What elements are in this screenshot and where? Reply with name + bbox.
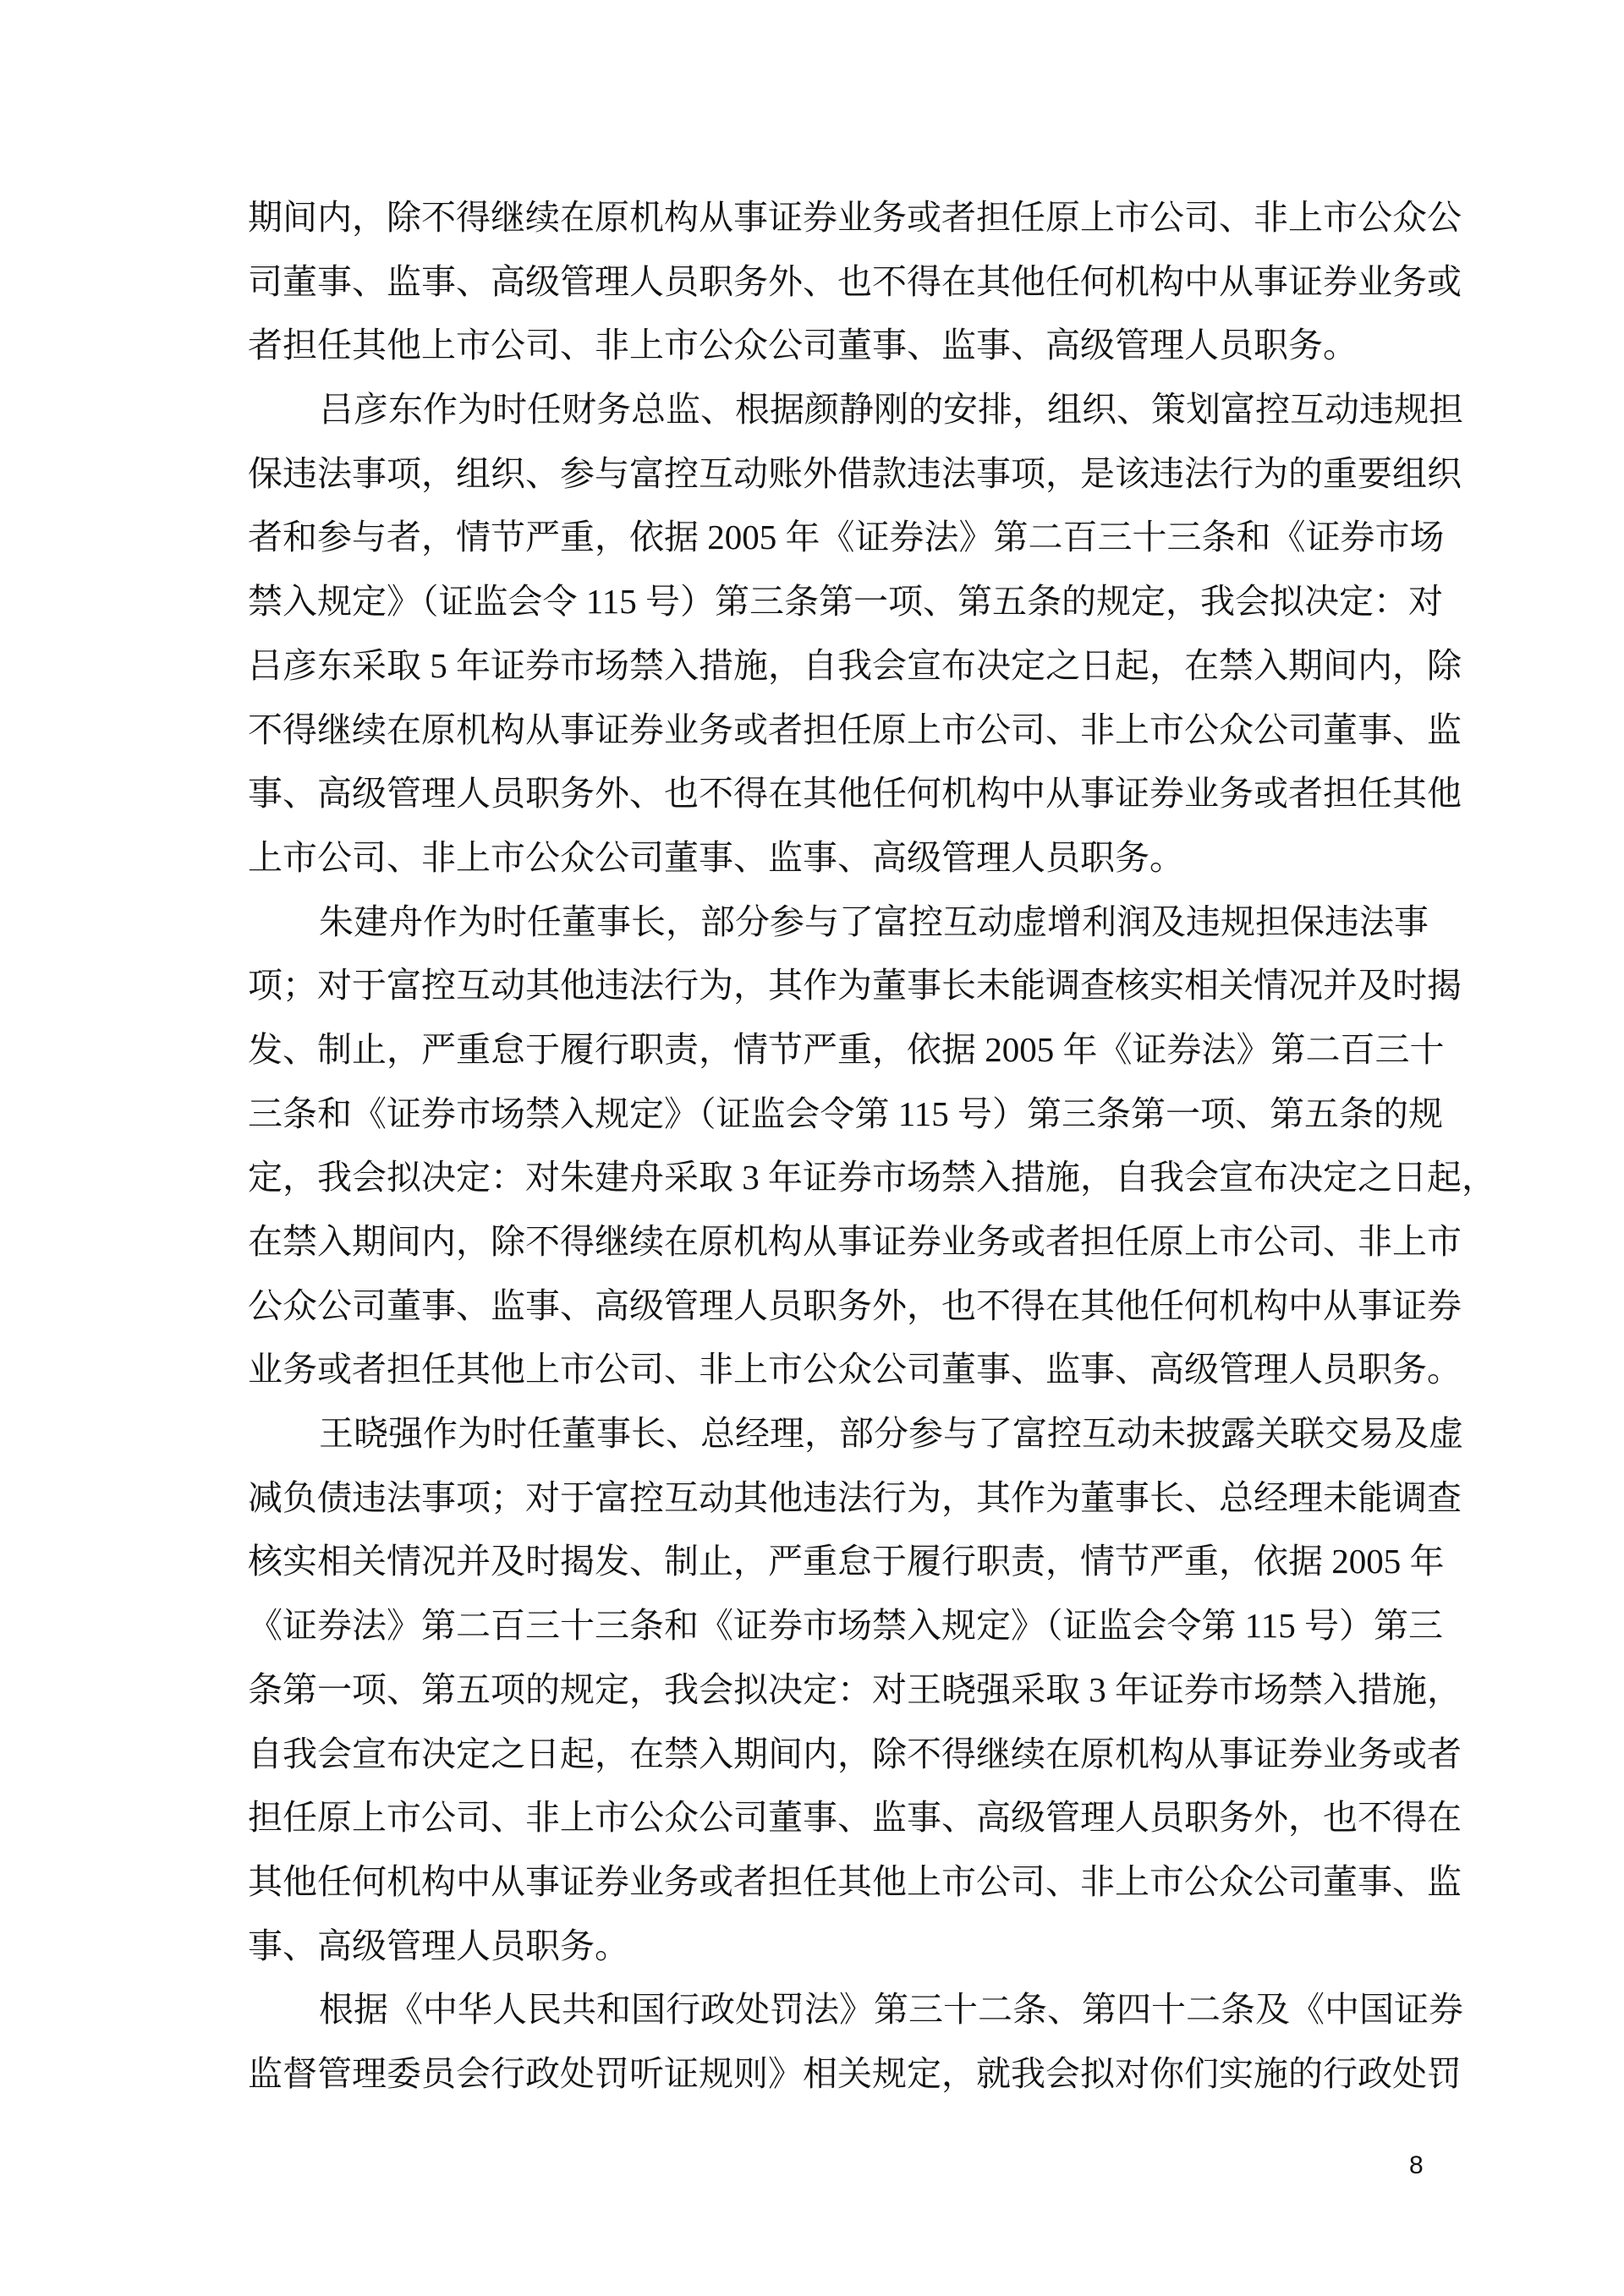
text-line: 吕彦东采取 5 年证券市场禁入措施，自我会宣布决定之日起，在禁入期间内，除 xyxy=(248,645,1462,685)
text-line: 根据《中华人民共和国行政处罚法》第三十二条、第四十二条及《中国证券 xyxy=(319,1990,1463,2030)
text-line: 者和参与者，情节严重，依据 2005 年《证券法》第二百三十三条和《证券市场 xyxy=(248,518,1445,557)
text-line: 自我会宣布决定之日起，在禁入期间内，除不得继续在原机构从事证券业务或者 xyxy=(248,1734,1462,1773)
text-line: 公众公司董事、监事、高级管理人员职务外，也不得在其他任何机构中从事证券 xyxy=(248,1285,1462,1325)
text-line: 事、高级管理人员职务外、也不得在其他任何机构中从事证券业务或者担任其他 xyxy=(248,774,1462,814)
text-line: 王晓强作为时任董事长、总经理，部分参与了富控互动未披露关联交易及虚 xyxy=(319,1414,1463,1454)
text-line: 司董事、监事、高级管理人员职务外、也不得在其他任何机构中从事证券业务或 xyxy=(248,261,1462,301)
text-line: 期间内，除不得继续在原机构从事证券业务或者担任原上市公司、非上市公众公 xyxy=(248,198,1462,237)
page-number: 8 xyxy=(1409,2151,1424,2179)
paragraph xyxy=(248,186,1462,378)
text-line: 吕彦东作为时任财务总监、根据颜静刚的安排，组织、策划富控互动违规担 xyxy=(319,390,1463,430)
text-line: 条第一项、第五项的规定，我会拟决定：对王晓强采取 3 年证券市场禁入措施， xyxy=(248,1669,1462,1709)
text-line: 减负债违法事项；对于富控互动其他违法行为，其作为董事长、总经理未能调查 xyxy=(248,1477,1462,1517)
text-line: 《证券法》第二百三十三条和《证券市场禁入规定》（证监会令第 115 号）第三 xyxy=(248,1606,1443,1646)
text-line: 担任原上市公司、非上市公众公司董事、监事、高级管理人员职务外，也不得在 xyxy=(248,1798,1462,1838)
text-line: 事、高级管理人员职务。 xyxy=(248,1926,629,1965)
text-line: 业务或者担任其他上市公司、非上市公众公司董事、监事、高级管理人员职务。 xyxy=(248,1350,1462,1389)
text-line: 者担任其他上市公司、非上市公众公司董事、监事、高级管理人员职务。 xyxy=(248,326,1358,365)
text-line: 上市公司、非上市公众公司董事、监事、高级管理人员职务。 xyxy=(248,837,1184,877)
text-line: 监督管理委员会行政处罚听证规则》相关规定，就我会拟对你们实施的行政处罚 xyxy=(248,2053,1462,2093)
text-line: 定，我会拟决定：对朱建舟采取 3 年证券市场禁入措施，自我会宣布决定之日起， xyxy=(248,1158,1496,1197)
text-line: 核实相关情况并及时揭发、制止，严重怠于履行职责，情节严重，依据 2005 年 xyxy=(248,1542,1445,1581)
text-line: 保违法事项，组织、参与富控互动账外借款违法事项，是该违法行为的重要组织 xyxy=(248,453,1462,493)
text-line: 其他任何机构中从事证券业务或者担任其他上市公司、非上市公众公司董事、监 xyxy=(248,1861,1462,1901)
text-line: 朱建舟作为时任董事长，部分参与了富控互动虚增利润及违规担保违法事 xyxy=(319,901,1429,941)
paragraph xyxy=(248,1978,1463,2106)
paragraph xyxy=(248,378,1463,890)
text-line: 三条和《证券市场禁入规定》（证监会令第 115 号）第三条第一项、第五条的规 xyxy=(248,1093,1443,1133)
text-line: 项；对于富控互动其他违法行为，其作为董事长未能调查核实相关情况并及时揭 xyxy=(248,966,1462,1006)
text-line: 发、制止，严重怠于履行职责，情节严重，依据 2005 年《证券法》第二百三十 xyxy=(248,1029,1445,1069)
text-line: 不得继续在原机构从事证券业务或者担任原上市公司、非上市公众公司董事、监 xyxy=(248,710,1462,749)
paragraph xyxy=(248,890,1496,1403)
text-line: 禁入规定》（证监会令 115 号）第三条第一项、第五条的规定，我会拟决定：对 xyxy=(248,582,1443,622)
document-body xyxy=(248,186,1496,2107)
paragraph xyxy=(248,1402,1463,1978)
text-line: 在禁入期间内，除不得继续在原机构从事证券业务或者担任原上市公司、非上市 xyxy=(248,1222,1462,1261)
